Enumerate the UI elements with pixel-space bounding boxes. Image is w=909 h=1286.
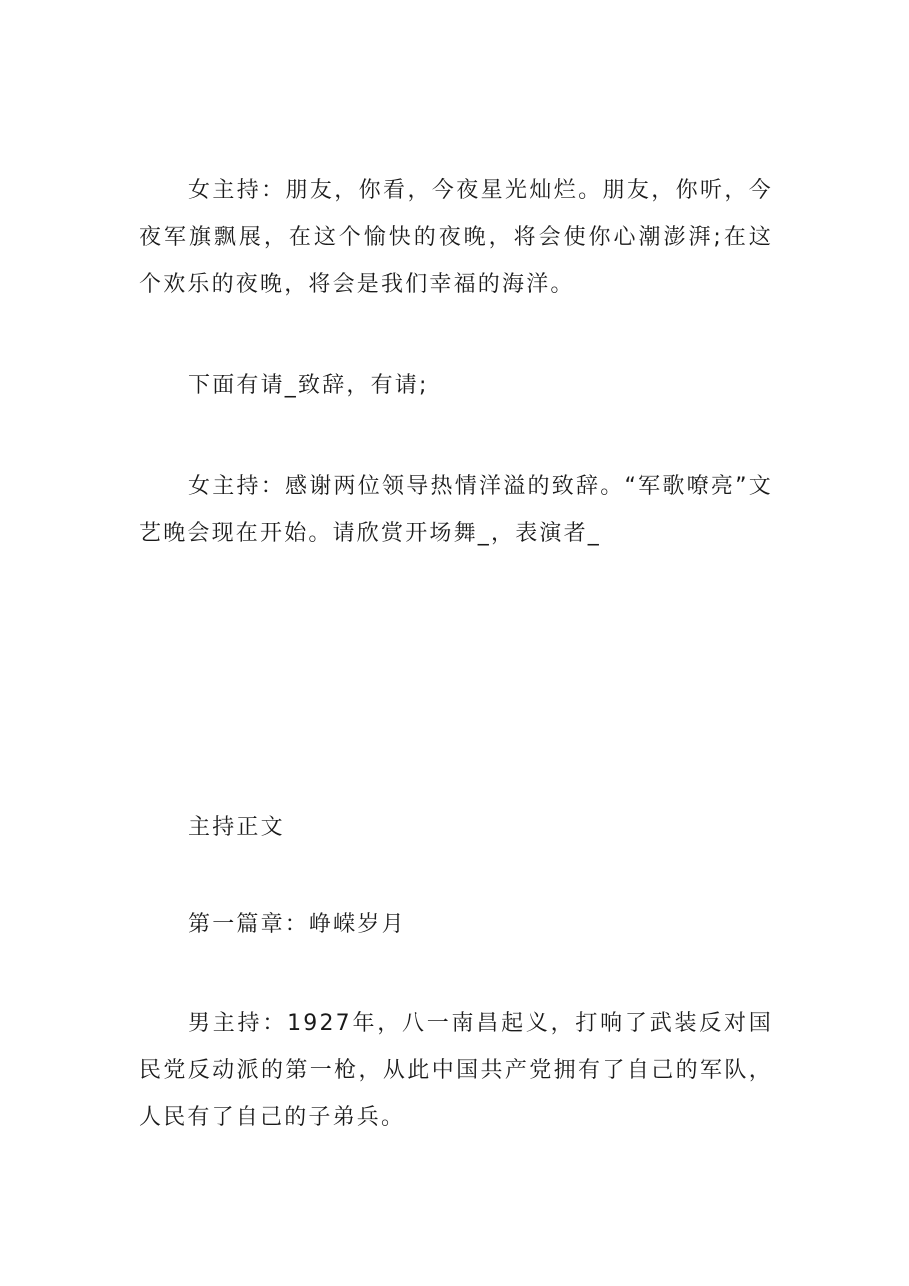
- paragraph-female-host-thanks: 女主持：感谢两位领导热情洋溢的致辞。“军歌嘹亮”文艺晚会现在开始。请欣赏开场舞_，表演者_: [139, 474, 773, 546]
- section-heading-main-text: 主持正文: [188, 815, 285, 840]
- paragraph-male-host-1927: 男主持：1927年，八一南昌起义，打响了武装反对国民党反动派的第一枪，从此中国共产党拥有了自己的军队，人民有了自己的子弟兵。: [139, 1011, 773, 1130]
- paragraph-female-host-opening: 女主持：朋友，你看，今夜星光灿烂。朋友，你听，今夜军旗飘展，在这个愉快的夜晚，将会使你心潮澎湃;在这个欢乐的夜晚，将会是我们幸福的海洋。: [139, 178, 773, 297]
- paragraph-invite-speech: 下面有请_致辞，有请;: [188, 373, 429, 398]
- chapter-heading-first: 第一篇章：峥嵘岁月: [188, 912, 406, 937]
